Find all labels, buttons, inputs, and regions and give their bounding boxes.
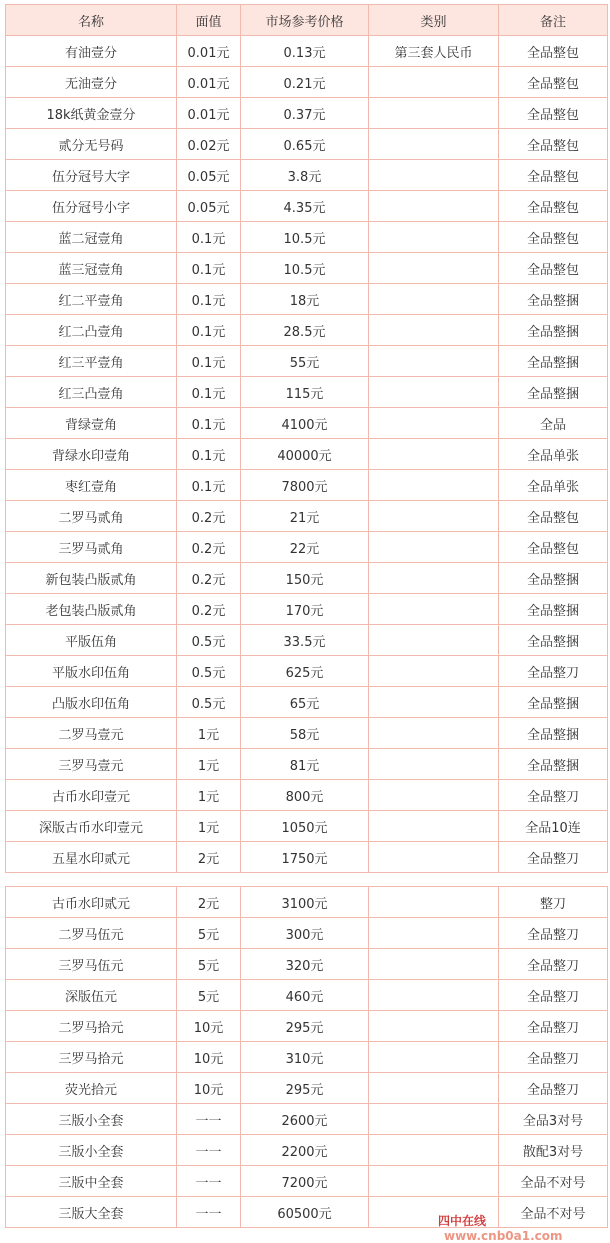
header-category: 类别 — [369, 5, 499, 36]
cell-market-price: 1750元 — [241, 842, 369, 873]
cell-category — [369, 315, 499, 346]
cell-category — [369, 718, 499, 749]
cell-name: 伍分冠号大字 — [6, 160, 177, 191]
cell-face-value: 一一 — [177, 1166, 241, 1197]
cell-note: 全品单张 — [499, 439, 608, 470]
cell-market-price: 65元 — [241, 687, 369, 718]
cell-face-value: 1元 — [177, 749, 241, 780]
cell-note: 全品整捆 — [499, 718, 608, 749]
cell-market-price: 22元 — [241, 532, 369, 563]
cell-name: 二罗马伍元 — [6, 918, 177, 949]
cell-face-value: 10元 — [177, 1011, 241, 1042]
cell-market-price: 0.37元 — [241, 98, 369, 129]
cell-category — [369, 222, 499, 253]
cell-category — [369, 625, 499, 656]
header-note: 备注 — [499, 5, 608, 36]
cell-note: 全品整刀 — [499, 1042, 608, 1073]
cell-face-value: 一一 — [177, 1197, 241, 1228]
cell-note: 全品整刀 — [499, 1073, 608, 1104]
cell-face-value: 0.05元 — [177, 160, 241, 191]
cell-name: 五星水印贰元 — [6, 842, 177, 873]
cell-market-price: 18元 — [241, 284, 369, 315]
table-row — [6, 1166, 608, 1197]
cell-category — [369, 253, 499, 284]
cell-face-value: 0.2元 — [177, 532, 241, 563]
cell-note: 全品整捆 — [499, 377, 608, 408]
table-row — [6, 191, 608, 222]
cell-market-price: 295元 — [241, 1011, 369, 1042]
table-row — [6, 1073, 608, 1104]
watermark-text: 四中在线 — [438, 1214, 487, 1228]
cell-name: 三罗马拾元 — [6, 1042, 177, 1073]
cell-name: 二罗马拾元 — [6, 1011, 177, 1042]
cell-category — [369, 780, 499, 811]
table-row — [6, 532, 608, 563]
cell-market-price: 115元 — [241, 377, 369, 408]
cell-name: 三罗马壹元 — [6, 749, 177, 780]
cell-category — [369, 1166, 499, 1197]
cell-face-value: 0.1元 — [177, 470, 241, 501]
cell-category — [369, 346, 499, 377]
cell-category — [369, 949, 499, 980]
table-row — [6, 594, 608, 625]
cell-market-price: 81元 — [241, 749, 369, 780]
table-row — [6, 67, 608, 98]
cell-market-price: 4.35元 — [241, 191, 369, 222]
cell-note: 全品整刀 — [499, 1011, 608, 1042]
cell-market-price: 58元 — [241, 718, 369, 749]
cell-market-price: 310元 — [241, 1042, 369, 1073]
cell-name: 红三凸壹角 — [6, 377, 177, 408]
cell-face-value: 10元 — [177, 1073, 241, 1104]
cell-category — [369, 470, 499, 501]
table-row — [6, 377, 608, 408]
cell-face-value: 0.1元 — [177, 284, 241, 315]
cell-name: 贰分无号码 — [6, 129, 177, 160]
cell-category: 第三套人民币 — [369, 36, 499, 67]
cell-name: 三版小全套 — [6, 1135, 177, 1166]
cell-market-price: 7200元 — [241, 1166, 369, 1197]
header-market-price: 市场参考价格 — [241, 5, 369, 36]
cell-name: 平版水印伍角 — [6, 656, 177, 687]
cell-name: 三版中全套 — [6, 1166, 177, 1197]
cell-name: 古币水印壹元 — [6, 780, 177, 811]
table-row — [6, 949, 608, 980]
cell-market-price: 295元 — [241, 1073, 369, 1104]
cell-name: 三罗马贰角 — [6, 532, 177, 563]
cell-face-value: 0.5元 — [177, 687, 241, 718]
cell-note: 全品整捆 — [499, 346, 608, 377]
table-row — [6, 811, 608, 842]
cell-market-price: 0.13元 — [241, 36, 369, 67]
cell-market-price: 2200元 — [241, 1135, 369, 1166]
cell-note: 全品整包 — [499, 129, 608, 160]
table-row — [6, 887, 608, 918]
cell-name: 平版伍角 — [6, 625, 177, 656]
cell-name: 新包装凸版贰角 — [6, 563, 177, 594]
cell-category — [369, 687, 499, 718]
cell-note: 全品整捆 — [499, 563, 608, 594]
cell-market-price: 170元 — [241, 594, 369, 625]
site-watermark — [438, 1212, 610, 1243]
table-row — [6, 160, 608, 191]
cell-face-value: 0.2元 — [177, 563, 241, 594]
cell-category — [369, 887, 499, 918]
cell-category — [369, 918, 499, 949]
cell-name: 深版古币水印壹元 — [6, 811, 177, 842]
table-row — [6, 780, 608, 811]
cell-face-value: 5元 — [177, 918, 241, 949]
cell-name: 古币水印贰元 — [6, 887, 177, 918]
watermark-url: www.cnb0a1.com — [444, 1229, 563, 1243]
cell-market-price: 10.5元 — [241, 222, 369, 253]
cell-name: 有油壹分 — [6, 36, 177, 67]
cell-note: 全品整包 — [499, 532, 608, 563]
cell-market-price: 320元 — [241, 949, 369, 980]
header-name: 名称 — [6, 5, 177, 36]
table-row — [6, 687, 608, 718]
cell-market-price: 300元 — [241, 918, 369, 949]
cell-note: 全品不对号 — [499, 1166, 608, 1197]
cell-name: 二罗马壹元 — [6, 718, 177, 749]
cell-category — [369, 439, 499, 470]
cell-face-value: 1元 — [177, 811, 241, 842]
cell-face-value: 1元 — [177, 780, 241, 811]
cell-name: 三版小全套 — [6, 1104, 177, 1135]
cell-note: 全品整包 — [499, 222, 608, 253]
cell-market-price: 7800元 — [241, 470, 369, 501]
cell-face-value: 0.1元 — [177, 315, 241, 346]
table-row — [6, 563, 608, 594]
header-face-value: 面值 — [177, 5, 241, 36]
cell-face-value: 0.1元 — [177, 253, 241, 284]
cell-face-value: 一一 — [177, 1135, 241, 1166]
table-row — [6, 1042, 608, 1073]
table-row — [6, 253, 608, 284]
cell-face-value: 0.01元 — [177, 36, 241, 67]
table-row — [6, 36, 608, 67]
cell-category — [369, 811, 499, 842]
cell-note: 散配3对号 — [499, 1135, 608, 1166]
cell-note: 全品整包 — [499, 67, 608, 98]
cell-note: 全品整包 — [499, 501, 608, 532]
cell-market-price: 10.5元 — [241, 253, 369, 284]
cell-market-price: 28.5元 — [241, 315, 369, 346]
cell-category — [369, 98, 499, 129]
table-row — [6, 98, 608, 129]
cell-name: 无油壹分 — [6, 67, 177, 98]
table-row — [6, 129, 608, 160]
cell-face-value: 0.01元 — [177, 67, 241, 98]
cell-category — [369, 191, 499, 222]
cell-note: 全品整刀 — [499, 918, 608, 949]
cell-note: 全品 — [499, 408, 608, 439]
table-row — [6, 656, 608, 687]
cell-name: 凸版水印伍角 — [6, 687, 177, 718]
table-row — [6, 470, 608, 501]
cell-name: 伍分冠号小字 — [6, 191, 177, 222]
table-header-row — [6, 5, 608, 36]
cell-category — [369, 1135, 499, 1166]
cell-note: 全品整捆 — [499, 625, 608, 656]
cell-name: 深版伍元 — [6, 980, 177, 1011]
table-row — [6, 501, 608, 532]
cell-name: 背绿水印壹角 — [6, 439, 177, 470]
cell-name: 红二平壹角 — [6, 284, 177, 315]
cell-face-value: 0.01元 — [177, 98, 241, 129]
cell-face-value: 1元 — [177, 718, 241, 749]
table-row — [6, 222, 608, 253]
cell-market-price: 2600元 — [241, 1104, 369, 1135]
cell-note: 全品整捆 — [499, 284, 608, 315]
cell-face-value: 0.5元 — [177, 656, 241, 687]
cell-category — [369, 656, 499, 687]
cell-note: 全品10连 — [499, 811, 608, 842]
table-row — [6, 1135, 608, 1166]
cell-note: 全品整包 — [499, 160, 608, 191]
cell-face-value: 5元 — [177, 980, 241, 1011]
cell-category — [369, 160, 499, 191]
price-table-1 — [5, 4, 608, 873]
cell-market-price: 0.21元 — [241, 67, 369, 98]
cell-name: 三罗马伍元 — [6, 949, 177, 980]
cell-name: 背绿壹角 — [6, 408, 177, 439]
cell-note: 全品整包 — [499, 98, 608, 129]
cell-note: 全品整包 — [499, 36, 608, 67]
cell-market-price: 33.5元 — [241, 625, 369, 656]
cell-face-value: 0.5元 — [177, 625, 241, 656]
cell-note: 整刀 — [499, 887, 608, 918]
cell-market-price: 800元 — [241, 780, 369, 811]
table-row — [6, 439, 608, 470]
cell-category — [369, 563, 499, 594]
cell-name: 老包装凸版贰角 — [6, 594, 177, 625]
cell-face-value: 一一 — [177, 1104, 241, 1135]
cell-category — [369, 408, 499, 439]
cell-category — [369, 594, 499, 625]
cell-face-value: 2元 — [177, 842, 241, 873]
table-row — [6, 842, 608, 873]
cell-category — [369, 1073, 499, 1104]
cell-market-price: 0.65元 — [241, 129, 369, 160]
cell-note: 全品3对号 — [499, 1104, 608, 1135]
cell-note: 全品整刀 — [499, 780, 608, 811]
cell-market-price: 55元 — [241, 346, 369, 377]
cell-category — [369, 1104, 499, 1135]
cell-category — [369, 532, 499, 563]
table-row — [6, 408, 608, 439]
cell-market-price: 625元 — [241, 656, 369, 687]
cell-name: 蓝二冠壹角 — [6, 222, 177, 253]
cell-category — [369, 377, 499, 408]
table-row — [6, 1011, 608, 1042]
cell-note: 全品整刀 — [499, 949, 608, 980]
cell-market-price: 4100元 — [241, 408, 369, 439]
cell-note: 全品整捆 — [499, 594, 608, 625]
cell-note: 全品整刀 — [499, 842, 608, 873]
cell-category — [369, 749, 499, 780]
table-row — [6, 749, 608, 780]
cell-market-price: 60500元 — [241, 1197, 369, 1228]
cell-note: 全品整包 — [499, 191, 608, 222]
cell-market-price: 3100元 — [241, 887, 369, 918]
cell-face-value: 0.1元 — [177, 408, 241, 439]
cell-note: 全品不对号 — [499, 1197, 608, 1228]
cell-name: 二罗马贰角 — [6, 501, 177, 532]
cell-face-value: 2元 — [177, 887, 241, 918]
cell-category — [369, 501, 499, 532]
table-row — [6, 980, 608, 1011]
table-row — [6, 1104, 608, 1135]
cell-name: 红三平壹角 — [6, 346, 177, 377]
cell-name: 18k纸黄金壹分 — [6, 98, 177, 129]
cell-name: 三版大全套 — [6, 1197, 177, 1228]
cell-market-price: 460元 — [241, 980, 369, 1011]
cell-face-value: 0.02元 — [177, 129, 241, 160]
cell-note: 全品单张 — [499, 470, 608, 501]
cell-market-price: 150元 — [241, 563, 369, 594]
cell-category — [369, 1011, 499, 1042]
cell-note: 全品整刀 — [499, 656, 608, 687]
cell-face-value: 5元 — [177, 949, 241, 980]
cell-category — [369, 980, 499, 1011]
cell-market-price: 3.8元 — [241, 160, 369, 191]
cell-market-price: 40000元 — [241, 439, 369, 470]
cell-name: 红二凸壹角 — [6, 315, 177, 346]
cell-name: 蓝三冠壹角 — [6, 253, 177, 284]
table-row — [6, 918, 608, 949]
cell-market-price: 1050元 — [241, 811, 369, 842]
cell-face-value: 10元 — [177, 1042, 241, 1073]
cell-category — [369, 1042, 499, 1073]
cell-category — [369, 67, 499, 98]
cell-note: 全品整捆 — [499, 749, 608, 780]
cell-category — [369, 129, 499, 160]
cell-face-value: 0.1元 — [177, 346, 241, 377]
cell-face-value: 0.1元 — [177, 377, 241, 408]
cell-face-value: 0.2元 — [177, 594, 241, 625]
price-table-2 — [5, 886, 608, 1228]
table-row — [6, 315, 608, 346]
cell-face-value: 0.2元 — [177, 501, 241, 532]
table-row — [6, 718, 608, 749]
cell-face-value: 0.1元 — [177, 439, 241, 470]
cell-category — [369, 284, 499, 315]
cell-face-value: 0.1元 — [177, 222, 241, 253]
cell-market-price: 21元 — [241, 501, 369, 532]
cell-note: 全品整捆 — [499, 315, 608, 346]
cell-category — [369, 842, 499, 873]
table-row — [6, 625, 608, 656]
cell-note: 全品整捆 — [499, 687, 608, 718]
table-row — [6, 346, 608, 377]
table-row — [6, 284, 608, 315]
cell-name: 枣红壹角 — [6, 470, 177, 501]
cell-name: 荧光拾元 — [6, 1073, 177, 1104]
cell-note: 全品整包 — [499, 253, 608, 284]
cell-note: 全品整刀 — [499, 980, 608, 1011]
cell-face-value: 0.05元 — [177, 191, 241, 222]
